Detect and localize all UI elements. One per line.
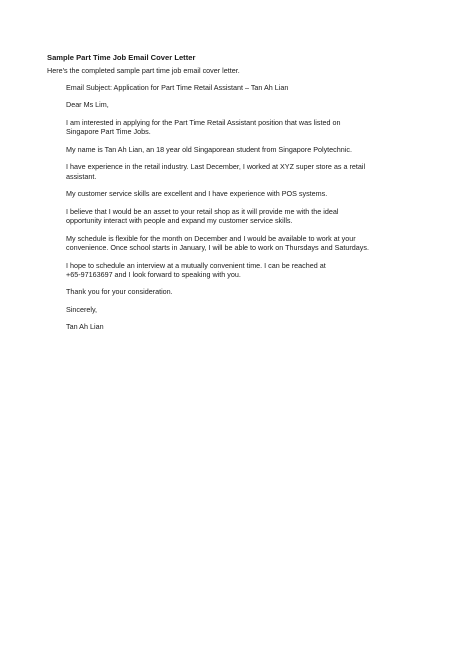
document-intro: Here's the completed sample part time job email cover letter. bbox=[47, 66, 240, 75]
cover-letter-body bbox=[66, 83, 436, 340]
letter-paragraph bbox=[66, 261, 436, 280]
letter-paragraph bbox=[66, 162, 436, 181]
paragraph-line: I have experience in the retail industry. Last December, I worked at XYZ super store as a retail bbox=[66, 162, 366, 172]
letter-paragraph bbox=[66, 189, 436, 199]
letter-paragraph bbox=[66, 118, 436, 137]
letter-thanks: Thank you for your consideration. bbox=[66, 287, 173, 297]
paragraph-line: opportunity interact with people and expand my customer service skills. bbox=[66, 216, 293, 226]
paragraph-line: My name is Tan Ah Lian, an 18 year old Singaporean student from Singapore Polytechnic. bbox=[66, 144, 352, 154]
paragraph-line: I believe that I would be an asset to your retail shop as it will provide me with the ideal bbox=[66, 206, 339, 216]
letter-paragraph bbox=[66, 234, 436, 253]
paragraph-line: I am interested in applying for the Part Time Retail Assistant position that was listed on bbox=[66, 117, 341, 127]
paragraph-line: Singapore Part Time Jobs. bbox=[66, 127, 151, 137]
paragraph-line: assistant. bbox=[66, 171, 97, 181]
letter-paragraph bbox=[66, 207, 436, 226]
email-subject-line: Email Subject: Application for Part Time Retail Assistant – Tan Ah Lian bbox=[66, 83, 289, 92]
letter-paragraph bbox=[66, 145, 436, 155]
paragraph-line: convenience. Once school starts in January, I will be able to work on Thursdays and Saturdays. bbox=[66, 243, 369, 253]
paragraph-line: I hope to schedule an interview at a mutually convenient time. I can be reached at bbox=[66, 260, 326, 270]
paragraph-line: My schedule is flexible for the month on December and I would be available to work at your bbox=[66, 233, 356, 243]
letter-closing: Sincerely, bbox=[66, 304, 98, 314]
letter-signature: Tan Ah Lian bbox=[66, 322, 104, 332]
document-title: Sample Part Time Job Email Cover Letter bbox=[47, 53, 196, 62]
letter-greeting: Dear Ms Lim, bbox=[66, 100, 109, 110]
paragraph-line: My customer service skills are excellent and I have experience with POS systems. bbox=[66, 189, 328, 199]
paragraph-line: +65-97163697 and I look forward to speaking with you. bbox=[66, 270, 241, 280]
